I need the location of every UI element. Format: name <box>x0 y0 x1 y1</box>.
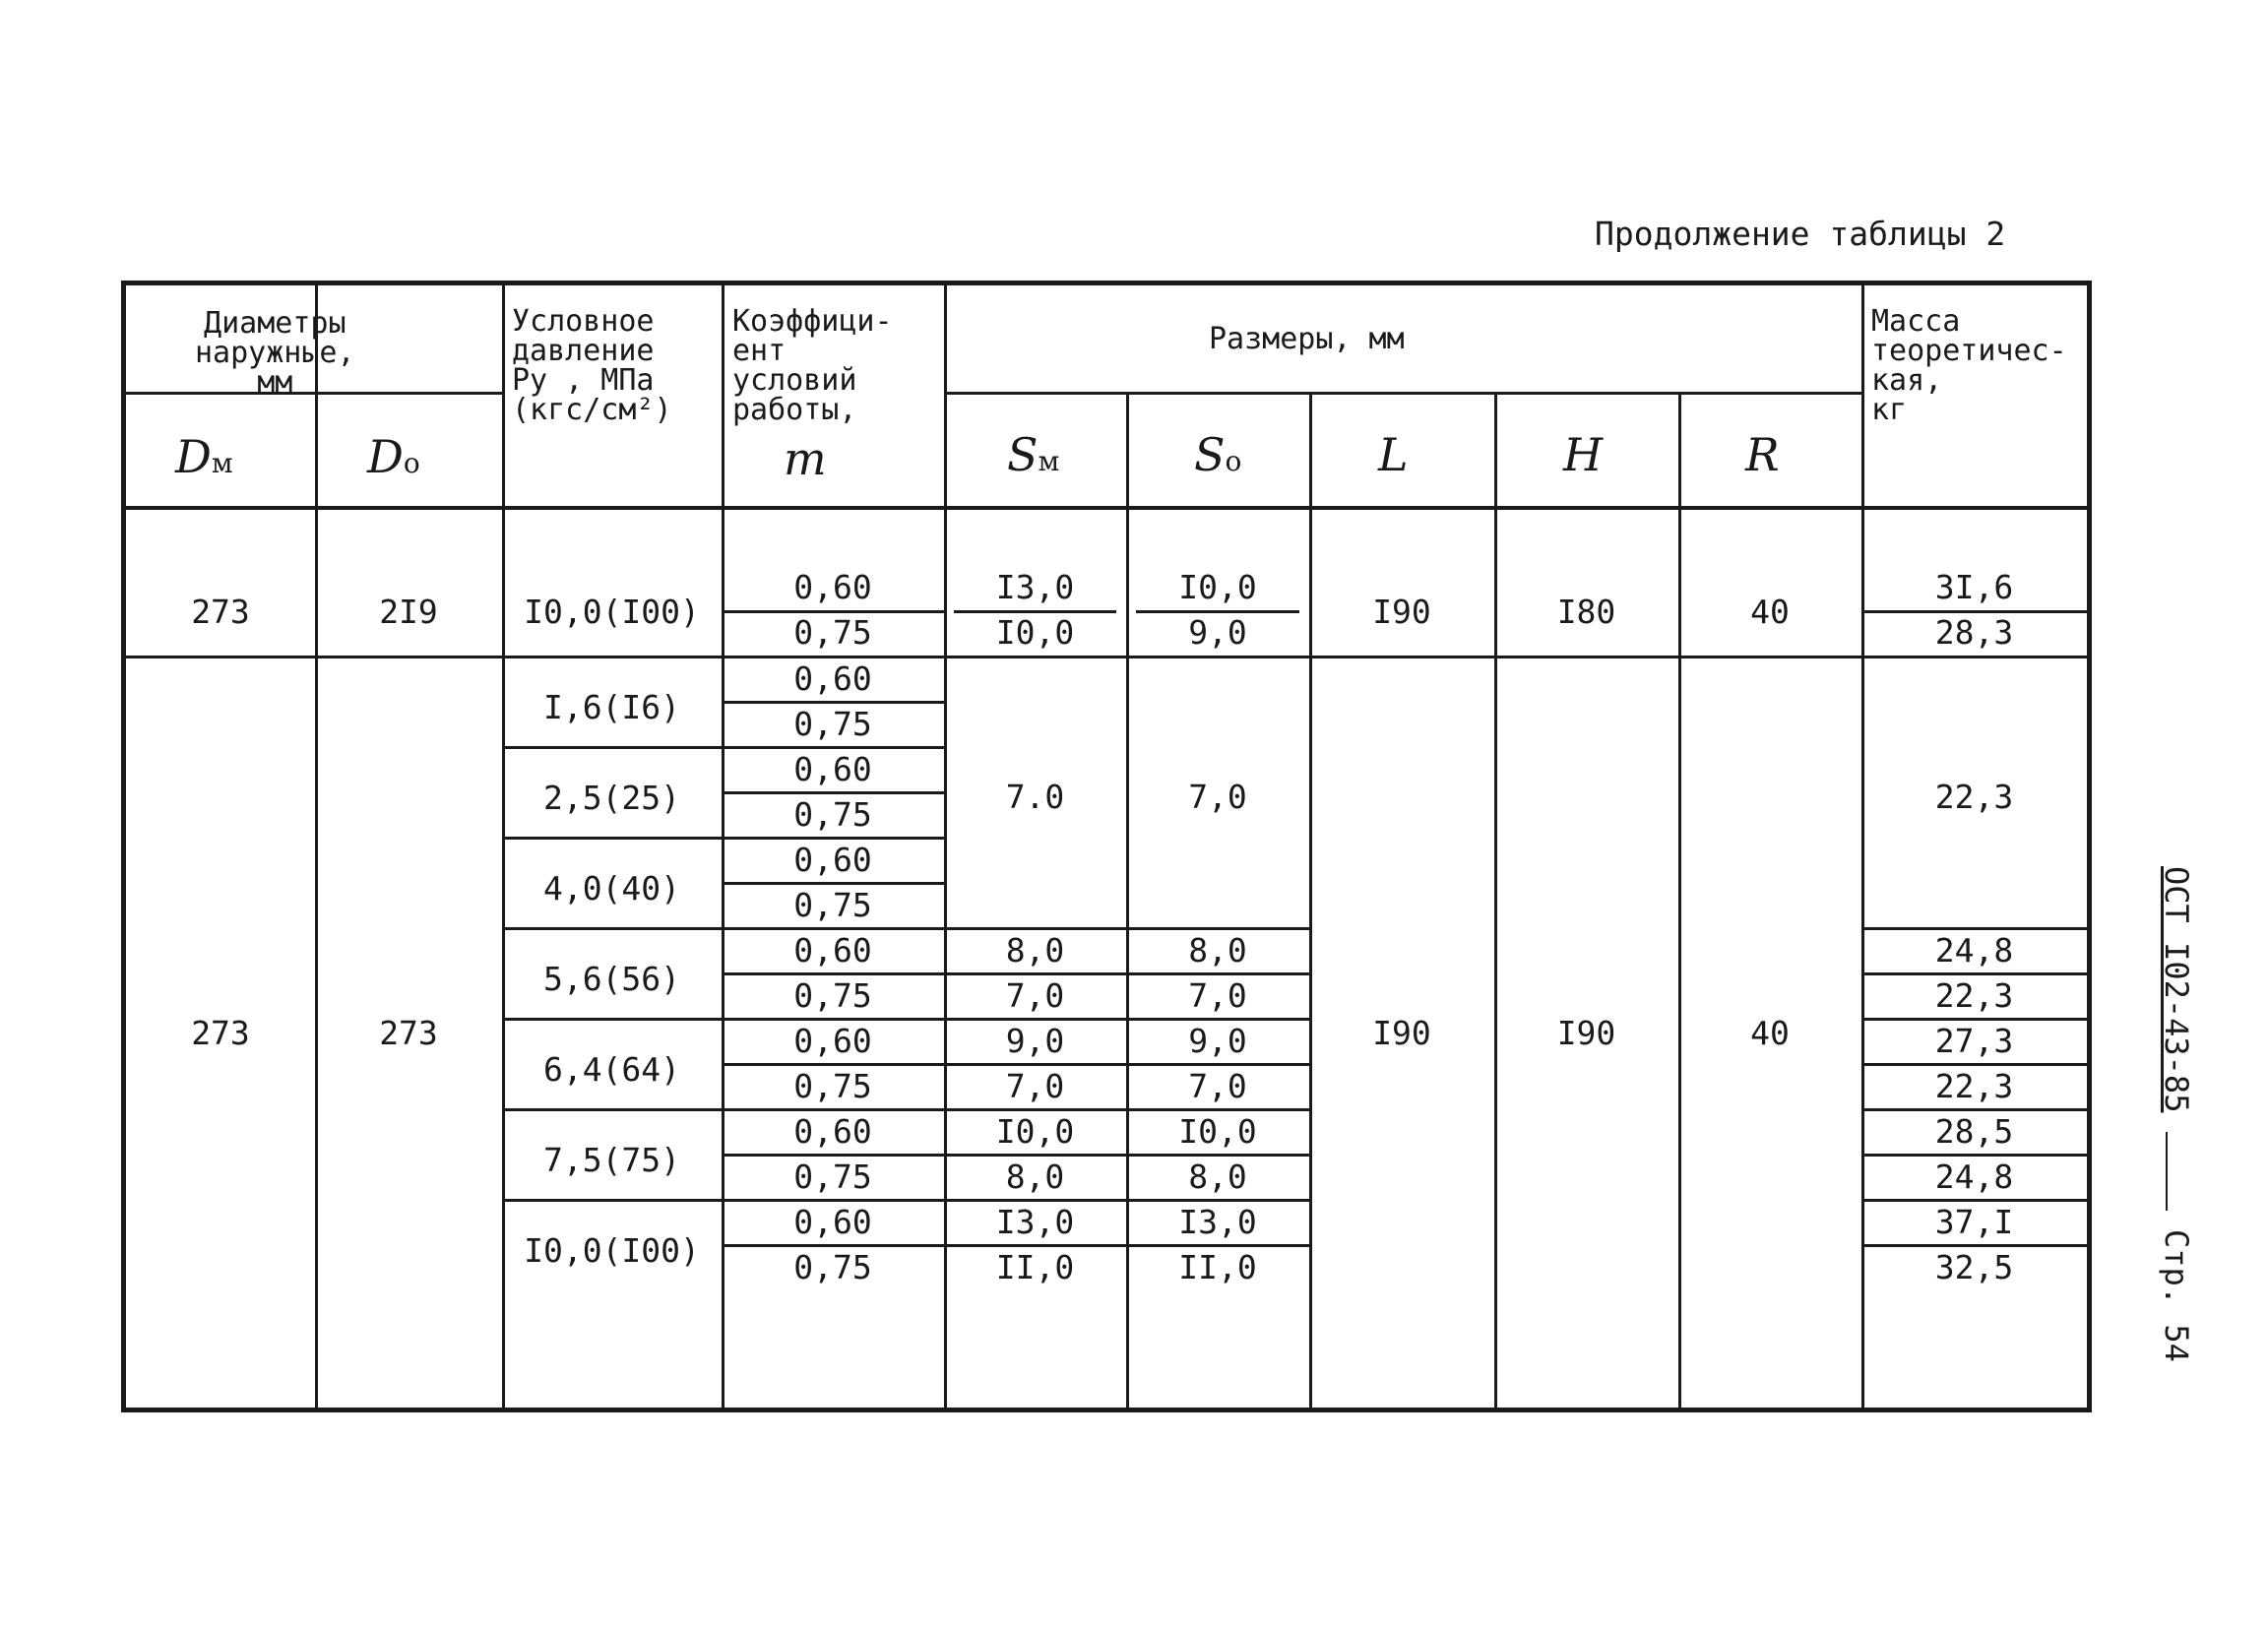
g2-mass-shared: 22,3 <box>1934 778 2014 816</box>
row-divider <box>944 1063 1309 1066</box>
row-divider <box>1861 1063 2087 1066</box>
g2-h: I90 <box>1556 1014 1616 1052</box>
col-divider <box>1494 392 1497 1408</box>
row-divider <box>502 746 722 749</box>
row-divider <box>722 791 944 794</box>
row-divider <box>1861 1244 2087 1247</box>
col-divider <box>315 285 318 1408</box>
g2-pressure: 5,6(56) <box>542 960 681 998</box>
g2-mass: 22,3 <box>1934 976 2014 1015</box>
g2-so-shared: 7,0 <box>1188 778 1247 816</box>
row-divider <box>944 1244 1309 1247</box>
g1-sm: I0,0 <box>995 613 1075 652</box>
g1-mass: 3I,6 <box>1934 568 2014 606</box>
row-divider <box>954 610 1116 613</box>
header-h: H <box>1563 428 1604 481</box>
col-divider <box>1309 392 1312 1408</box>
g2-pressure: 2,5(25) <box>542 779 681 817</box>
g2-so: I0,0 <box>1178 1112 1257 1151</box>
g2-so: 9,0 <box>1188 1022 1247 1060</box>
g1-so: I0,0 <box>1178 568 1257 606</box>
col-divider <box>1678 392 1681 1408</box>
g1-so: 9,0 <box>1188 613 1247 652</box>
row-divider <box>722 1063 944 1066</box>
g2-mass: 28,5 <box>1934 1112 2014 1151</box>
g2-mass: 22,3 <box>1934 1067 2014 1105</box>
header-pressure: Условное давление Pу , МПа (кгс/см²) <box>512 304 672 427</box>
g2-coef: 0,75 <box>793 976 872 1015</box>
g2-so: I3,0 <box>1178 1203 1257 1241</box>
header-coef-symbol: m <box>784 432 827 485</box>
document-code: ОСТ I02-43-85 <box>2158 866 2195 1113</box>
g1-do: 2I9 <box>379 593 438 631</box>
row-divider <box>1861 1018 2087 1021</box>
row-divider <box>502 927 722 930</box>
g2-pressure: 4,0(40) <box>542 869 681 908</box>
g2-sm: I0,0 <box>995 1112 1075 1151</box>
g2-sm: 7,0 <box>1005 1067 1065 1105</box>
header-dm: Dм <box>175 430 233 483</box>
row-divider <box>502 1199 722 1202</box>
g2-pressure: 7,5(75) <box>542 1141 681 1179</box>
dimensions-table <box>121 281 2092 1412</box>
g1-h: I80 <box>1556 593 1616 631</box>
g2-sm: II,0 <box>995 1248 1075 1286</box>
row-divider <box>722 927 944 930</box>
row-divider <box>722 1018 944 1021</box>
row-divider <box>944 1199 1309 1202</box>
g2-coef: 0,60 <box>793 1022 872 1060</box>
row-divider <box>944 1018 1309 1021</box>
g2-coef: 0,75 <box>793 1067 872 1105</box>
g1-sm: I3,0 <box>995 568 1075 606</box>
header-dimensions: Размеры, мм <box>1209 322 1405 356</box>
page-number: 54 <box>2158 1324 2195 1362</box>
g2-sm-shared: 7.0 <box>1005 778 1065 816</box>
g2-mass: 24,8 <box>1934 931 2014 970</box>
g2-coef: 0,75 <box>793 1248 872 1286</box>
g2-coef: 0,60 <box>793 841 872 879</box>
g2-l: I90 <box>1372 1014 1431 1052</box>
g2-coef: 0,60 <box>793 1112 872 1151</box>
page-label: Стр. <box>2158 1228 2195 1306</box>
g2-so: II,0 <box>1178 1248 1257 1286</box>
row-divider <box>1861 972 2087 975</box>
header-l: L <box>1378 428 1409 481</box>
g2-sm: I3,0 <box>995 1203 1075 1241</box>
group-divider <box>126 656 2087 658</box>
g2-dm: 273 <box>191 1014 250 1052</box>
header-mass: Масса теоретичес- кая, кг <box>1871 304 2067 427</box>
row-divider <box>722 746 944 749</box>
g2-so: 8,0 <box>1188 931 1247 970</box>
g2-coef: 0,60 <box>793 1203 872 1241</box>
g1-coef: 0,60 <box>793 568 872 606</box>
g2-sm: 9,0 <box>1005 1022 1065 1060</box>
g2-pressure: I,6(I6) <box>542 688 681 726</box>
row-divider <box>502 1108 722 1111</box>
g1-coef: 0,75 <box>793 613 872 652</box>
g2-pressure: 6,4(64) <box>542 1050 681 1089</box>
g2-coef: 0,60 <box>793 750 872 788</box>
row-divider <box>944 1154 1309 1157</box>
row-divider <box>722 882 944 885</box>
g2-pressure: I0,0(I00) <box>524 1231 700 1270</box>
header-do: Dо <box>367 430 420 483</box>
g2-mass: 24,8 <box>1934 1158 2014 1196</box>
table-caption: Продолжение таблицы 2 <box>1595 215 2006 253</box>
g1-mass: 28,3 <box>1934 613 2014 652</box>
row-divider <box>722 1154 944 1157</box>
row-divider <box>502 837 722 840</box>
g2-sm: 7,0 <box>1005 976 1065 1015</box>
g2-mass: 27,3 <box>1934 1022 2014 1060</box>
g1-r: 40 <box>1750 593 1790 631</box>
header-sm: Sм <box>1007 428 1060 481</box>
header-so: Sо <box>1194 428 1242 481</box>
row-divider <box>944 972 1309 975</box>
header-divider <box>944 392 1861 395</box>
g2-so: 7,0 <box>1188 976 1247 1015</box>
g2-r: 40 <box>1750 1014 1790 1052</box>
row-divider <box>944 1108 1309 1111</box>
g2-do: 273 <box>379 1014 438 1052</box>
row-divider <box>1861 1108 2087 1111</box>
underline-gap <box>2166 1132 2168 1211</box>
row-divider <box>722 1199 944 1202</box>
g2-mass: 37,I <box>1934 1203 2014 1241</box>
header-coefficient: Коэффици- ент условий работы, <box>732 304 893 427</box>
row-divider <box>502 1018 722 1021</box>
g2-coef: 0,75 <box>793 705 872 743</box>
g2-sm: 8,0 <box>1005 1158 1065 1196</box>
row-divider <box>722 1244 944 1247</box>
row-divider <box>1861 610 2087 613</box>
g1-dm: 273 <box>191 593 250 631</box>
header-r: R <box>1745 428 1780 481</box>
g2-coef: 0,60 <box>793 659 872 698</box>
g2-mass: 32,5 <box>1934 1248 2014 1286</box>
row-divider <box>722 701 944 704</box>
document-code-vertical <box>2146 866 2195 1417</box>
g2-coef: 0,75 <box>793 886 872 924</box>
g2-sm: 8,0 <box>1005 931 1065 970</box>
row-divider <box>722 610 944 613</box>
g2-so: 7,0 <box>1188 1067 1247 1105</box>
g2-coef: 0,75 <box>793 795 872 834</box>
g1-pressure: I0,0(I00) <box>524 593 700 631</box>
row-divider <box>722 1108 944 1111</box>
g2-coef: 0,60 <box>793 931 872 970</box>
g1-l: I90 <box>1372 593 1431 631</box>
g2-so: 8,0 <box>1188 1158 1247 1196</box>
g2-coef: 0,75 <box>793 1158 872 1196</box>
row-divider <box>722 837 944 840</box>
row-divider <box>1136 610 1299 613</box>
row-divider <box>1861 1199 2087 1202</box>
header-diameters: Диаметры наружные, мм <box>195 306 355 400</box>
header-bottom-line <box>126 506 2087 510</box>
row-divider <box>1861 1154 2087 1157</box>
row-divider <box>722 972 944 975</box>
